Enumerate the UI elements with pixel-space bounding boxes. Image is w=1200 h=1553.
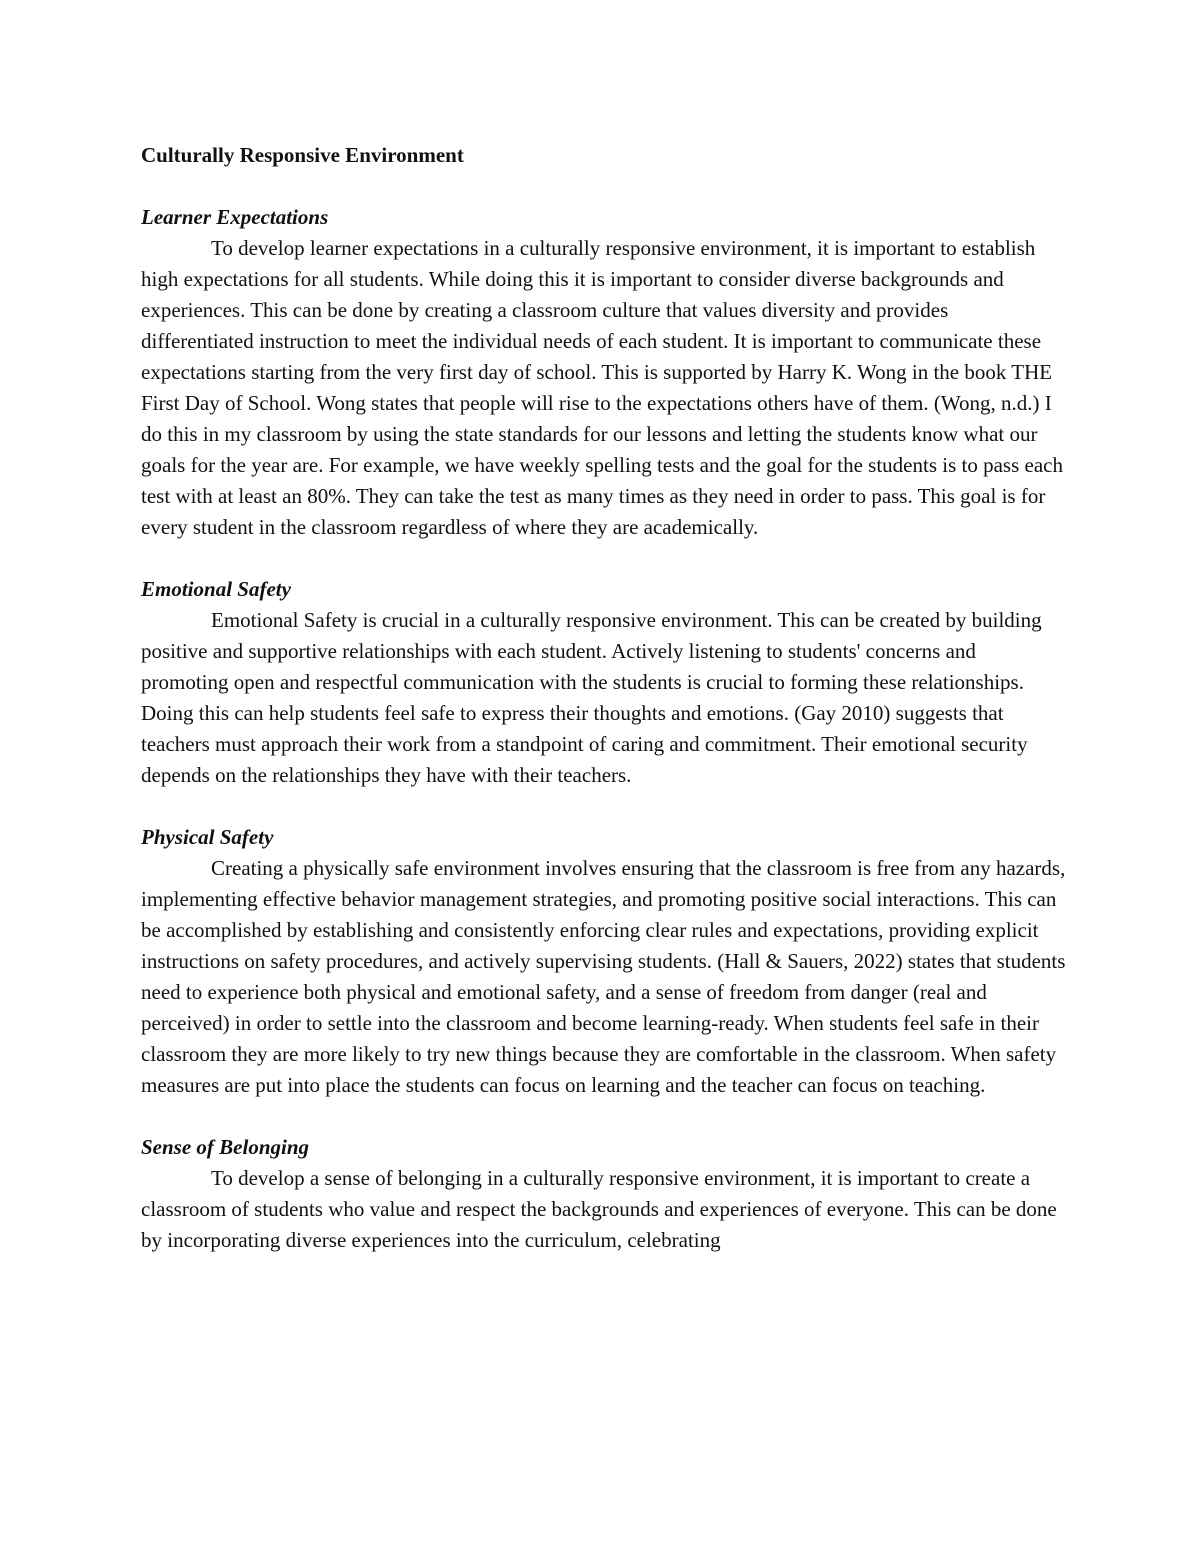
section-paragraph: Creating a physically safe environment involves ensuring that the classroom is free from any hazards, implementing effective behavior management strategies, and promoting positive social interactions. This can be accomplished by establishing and consistently enforcing clear rules and expectations, providing explicit instructions on safety procedures, and actively supervising students. (Hall & Sauers, 2022) states that students need to experience both physical and emotional safety, and a sense of freedom from danger (real and perceived) in order to settle into the classroom and become learning-ready. When students feel safe in their classroom they are more likely to try new things because they are comfortable in the classroom. When safety measures are put into place the students can focus on learning and the teacher can focus on teaching. (141, 856, 1066, 1097)
section-paragraph: To develop a sense of belonging in a culturally responsive environment, it is important to create a classroom of students who value and respect the backgrounds and experiences of everyone. This can be done by incorporating diverse experiences into the curriculum, celebrating (141, 1166, 1057, 1252)
document-content (141, 140, 1066, 1287)
section-heading: Emotional Safety (141, 577, 291, 601)
section-emotional-safety (141, 574, 1066, 791)
section-heading: Physical Safety (141, 825, 274, 849)
section-sense-of-belonging (141, 1132, 1066, 1256)
section-learner-expectations (141, 202, 1066, 543)
section-heading: Sense of Belonging (141, 1135, 310, 1159)
section-paragraph: To develop learner expectations in a culturally responsive environment, it is important to establish high expectations for all students. While doing this it is important to consider diverse backgrounds and experiences. This can be done by creating a classroom culture that values diversity and provides differentiated instruction to meet the individual needs of each student. It is important to communicate these expectations starting from the very first day of school. This is supported by Harry K. Wong in the book THE First Day of School. Wong states that people will rise to the expectations others have of them. (Wong, n.d.) I do this in my classroom by using the state standards for our lessons and letting the students know what our goals for the year are. For example, we have weekly spelling tests and the goal for the students is to pass each test with at least an 80%. They can take the test as many times as they need in order to pass. This goal is for every student in the classroom regardless of where they are academically. (141, 236, 1063, 539)
section-paragraph: Emotional Safety is crucial in a culturally responsive environment. This can be created by building positive and supportive relationships with each student. Actively listening to students' concerns and promoting open and respectful communication with the students is crucial to forming these relationships. Doing this can help students feel safe to express their thoughts and emotions. (Gay 2010) suggests that teachers must approach their work from a standpoint of caring and commitment. Their emotional security depends on the relationships they have with their teachers. (141, 608, 1042, 787)
section-physical-safety (141, 822, 1066, 1101)
section-heading: Learner Expectations (141, 205, 329, 229)
document-title: Culturally Responsive Environment (141, 143, 464, 167)
